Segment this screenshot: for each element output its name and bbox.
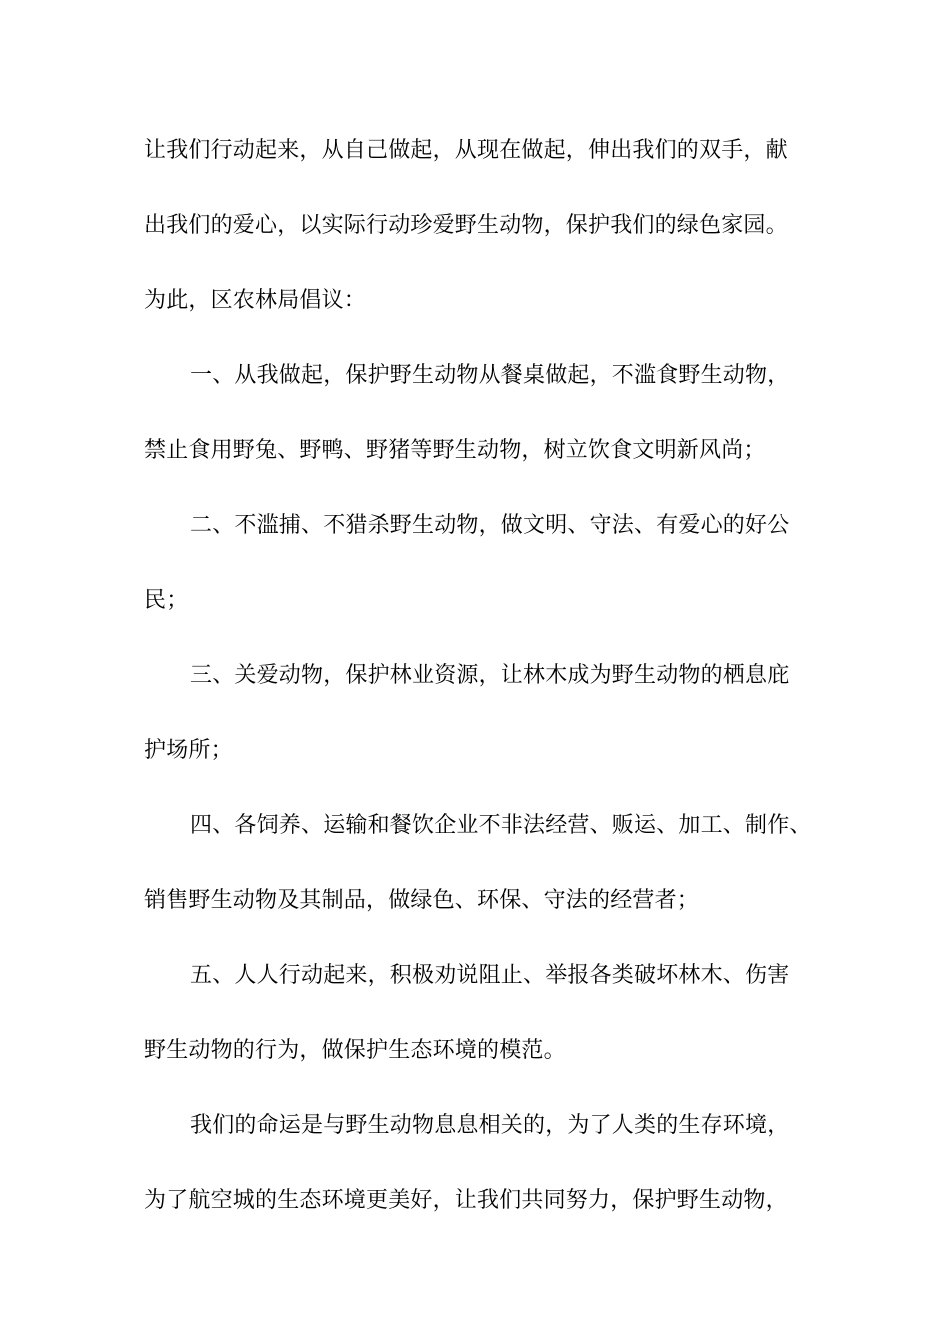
text-line-6: 二、不滥捕、不猎杀野生动物，做文明、守法、有爱心的好公 (190, 513, 790, 538)
text-line-3: 为此，区农林局倡议： (144, 288, 367, 313)
text-line-13: 野生动物的行为，做保护生态环境的模范。 (144, 1038, 566, 1063)
text-line-5: 禁止食用野兔、野鸭、野猪等野生动物，树立饮食文明新风尚； (144, 438, 766, 463)
text-line-14: 我们的命运是与野生动物息息相关的，为了人类的生存环境， (190, 1113, 790, 1138)
text-line-8: 三、关爱动物，保护林业资源，让林木成为野生动物的栖息庇 (190, 663, 790, 688)
text-line-4: 一、从我做起，保护野生动物从餐桌做起，不滥食野生动物， (190, 363, 790, 388)
text-line-15: 为了航空城的生态环境更美好，让我们共同努力，保护野生动物， (144, 1188, 788, 1213)
text-line-12: 五、人人行动起来，积极劝说阻止、举报各类破坏林木、伤害 (190, 963, 790, 988)
text-line-10: 四、各饲养、运输和餐饮企业不非法经营、贩运、加工、制作、 (190, 813, 812, 838)
text-line-9: 护场所； (144, 738, 233, 763)
text-line-2: 出我们的爱心，以实际行动珍爱野生动物，保护我们的绿色家园。 (144, 213, 788, 238)
text-line-1: 让我们行动起来，从自己做起，从现在做起，伸出我们的双手，献 (144, 138, 788, 163)
text-line-11: 销售野生动物及其制品，做绿色、环保、守法的经营者； (144, 888, 700, 913)
text-line-7: 民； (144, 588, 189, 613)
